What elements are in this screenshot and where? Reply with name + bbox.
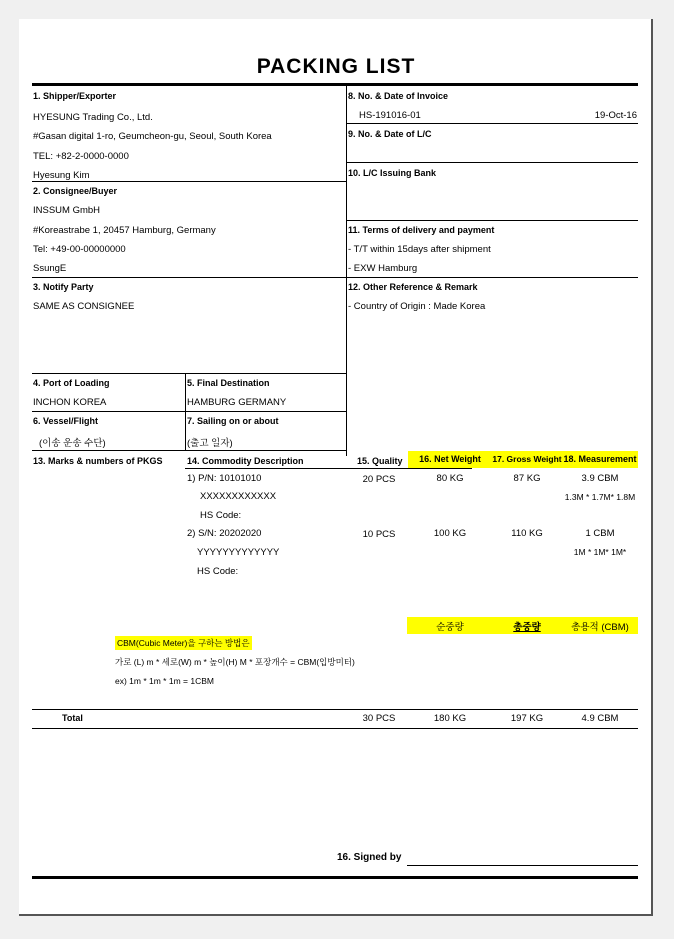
terms-label: 11. Terms of delivery and payment <box>348 225 495 235</box>
bottom-rule <box>32 876 638 879</box>
shipper-tel: TEL: +82-2-0000-0000 <box>33 151 129 162</box>
shipper-contact: Hyesung Kim <box>33 170 90 181</box>
col-quality: 15. Quality <box>357 456 403 466</box>
total-bottom-rule <box>32 728 638 729</box>
col-net-weight: 16. Net Weight <box>408 451 492 468</box>
lc-label: 9. No. & Date of L/C <box>348 129 432 139</box>
terms-line-1: - T/T within 15days after shipment <box>348 244 491 255</box>
item-2-gross: 110 KG <box>511 528 543 539</box>
divider <box>32 411 346 412</box>
divider <box>32 181 346 182</box>
notify-value: SAME AS CONSIGNEE <box>33 301 135 312</box>
invoice-date: 19-Oct-16 <box>594 110 637 121</box>
shipper-name: HYESUNG Trading Co., Ltd. <box>33 112 153 123</box>
cbm-note-example: ex) 1m * 1m * 1m = 1CBM <box>115 676 214 686</box>
divider <box>346 277 638 278</box>
remark-value: - Country of Origin : Made Korea <box>348 301 486 312</box>
col-measurement: 18. Measurement <box>562 451 638 468</box>
packing-list-page <box>19 19 653 916</box>
item-2-cbm: 1 CBM <box>585 528 615 539</box>
divider <box>32 277 346 278</box>
consignee-label: 2. Consignee/Buyer <box>33 186 118 196</box>
total-net: 180 KG <box>433 713 467 724</box>
consignee-address: #Koreastrabe 1, 20457 Hamburg, Germany <box>33 225 216 236</box>
total-top-rule <box>32 709 638 710</box>
total-label: Total <box>62 713 83 723</box>
divider <box>32 373 346 374</box>
item-2-qty: 10 PCS <box>362 529 396 540</box>
item-2-dims: 1M * 1M* 1M* <box>573 547 627 557</box>
consignee-contact: SsungE <box>33 263 67 274</box>
cbm-note-title: CBM(Cubic Meter)을 구하는 방법은 <box>117 638 250 648</box>
item-1-qty: 20 PCS <box>362 474 396 485</box>
divider <box>346 162 638 163</box>
sub-divider <box>185 373 186 450</box>
total-gross: 197 KG <box>510 713 544 724</box>
invoice-number: HS-191016-01 <box>359 110 421 121</box>
cbm-note-formula: 가로 (L) m * 세로(W) m * 높이(H) M * 포장개수 = CBM(입방미터) <box>115 657 355 667</box>
middle-divider <box>346 85 347 456</box>
col-marks: 13. Marks & numbers of PKGS <box>33 456 163 466</box>
loading-value: INCHON KOREA <box>33 397 107 408</box>
item-1-cbm: 3.9 CBM <box>581 473 619 484</box>
korean-net-label: 순중량 <box>436 622 464 633</box>
loading-label: 4. Port of Loading <box>33 378 110 388</box>
item-1-gross: 87 KG <box>513 473 541 484</box>
signature-line[interactable] <box>407 865 638 866</box>
sailing-value: (출고 일자) <box>187 438 233 449</box>
item-1-net: 80 KG <box>436 473 464 484</box>
total-qty: 30 PCS <box>362 713 396 724</box>
item-1-desc: XXXXXXXXXXXX <box>200 491 277 502</box>
shipper-address: #Gasan digital 1-ro, Geumcheon-gu, Seoul, South Korea <box>33 131 272 142</box>
item-2-desc: YYYYYYYYYYYYY <box>197 547 280 558</box>
item-2-net: 100 KG <box>433 528 467 539</box>
lc-bank-label: 10. L/C Issuing Bank <box>348 168 437 178</box>
terms-line-2: - EXW Hamburg <box>348 263 418 274</box>
divider <box>346 220 638 221</box>
notify-label: 3. Notify Party <box>33 282 94 292</box>
item-2-hs: HS Code: <box>197 566 239 577</box>
title-rule <box>32 83 638 86</box>
korean-measure-label: 총용적 (CBM) <box>571 622 629 633</box>
item-1-dims: 1.3M * 1.7M* 1.8M <box>564 492 636 502</box>
item-1-pn: 1) P/N: 10101010 <box>187 473 262 484</box>
page-title: PACKING LIST <box>256 55 416 78</box>
signed-label: 16. Signed by <box>337 852 402 863</box>
consignee-name: INSSUM GmbH <box>33 205 101 216</box>
consignee-tel: Tel: +49-00-00000000 <box>33 244 126 255</box>
col-commodity: 14. Commodity Description <box>187 456 304 466</box>
item-1-hs: HS Code: <box>200 510 242 521</box>
destination-value: HAMBURG GERMANY <box>187 397 287 408</box>
divider <box>32 450 346 451</box>
divider <box>346 123 638 124</box>
shipper-label: 1. Shipper/Exporter <box>33 91 117 101</box>
invoice-label: 8. No. & Date of Invoice <box>348 91 449 101</box>
korean-gross-label: 총중량 <box>513 622 541 633</box>
destination-label: 5. Final Destination <box>187 378 270 388</box>
vessel-label: 6. Vessel/Flight <box>33 416 99 426</box>
item-2-pn: 2) S/N: 20202020 <box>187 528 262 539</box>
vessel-value: (이송 운송 수단) <box>39 438 106 449</box>
col-gross-weight: 17. Gross Weight <box>492 451 562 468</box>
remark-label: 12. Other Reference & Remark <box>348 282 478 292</box>
header-underline <box>185 468 472 469</box>
sailing-label: 7. Sailing on or about <box>187 416 279 426</box>
total-cbm: 4.9 CBM <box>581 713 619 724</box>
